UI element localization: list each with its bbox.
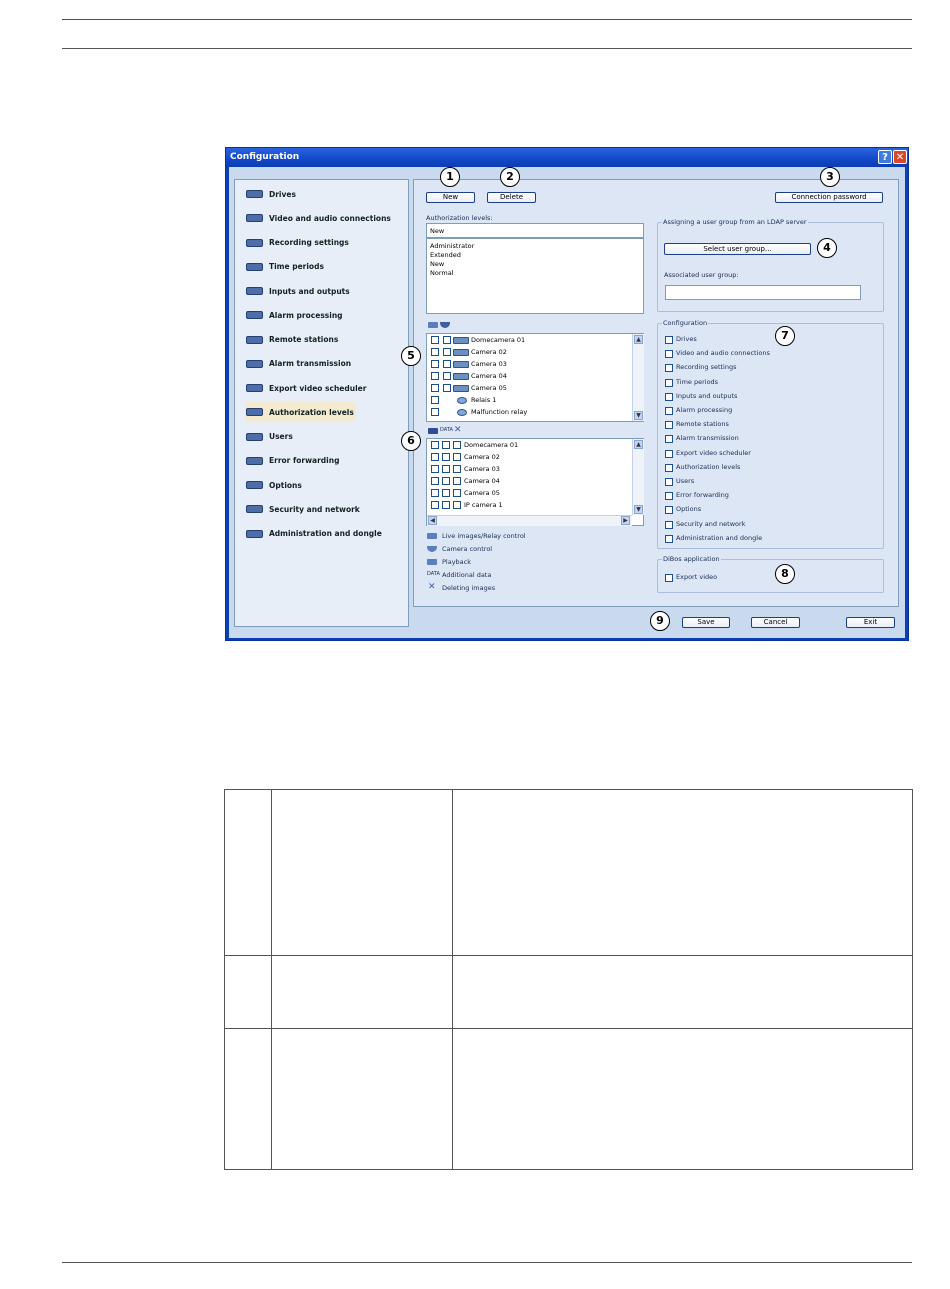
sidebar-item[interactable] — [245, 281, 350, 301]
camera-icon — [453, 349, 469, 356]
table-cell — [225, 956, 272, 1029]
playback-permission-checkbox[interactable] — [431, 441, 439, 449]
tools-icon — [245, 527, 265, 541]
configuration-item-label: Recording settings — [676, 363, 737, 372]
configuration-item-label: Options — [676, 505, 702, 514]
sidebar-item-label: Time periods — [269, 262, 324, 272]
live-permission-checkbox[interactable] — [431, 396, 439, 404]
sidebar-item[interactable] — [245, 330, 338, 350]
sidebar-item[interactable] — [245, 233, 349, 253]
scroll-left-icon[interactable]: ◀ — [428, 516, 437, 525]
description-table — [224, 789, 913, 1170]
users-lock-icon — [245, 405, 265, 419]
configuration-item-label: Alarm transmission — [676, 434, 739, 443]
live-permission-checkbox[interactable] — [431, 384, 439, 392]
scroll-right-icon[interactable]: ▶ — [621, 516, 630, 525]
data-permission-checkbox[interactable] — [442, 489, 450, 497]
speaker-icon — [245, 478, 265, 492]
sidebar-item[interactable] — [245, 402, 356, 422]
configuration-checkbox[interactable] — [665, 379, 673, 387]
device-label: Domecamera 01 — [471, 336, 526, 344]
export-icon — [245, 381, 265, 395]
table-cell — [225, 790, 272, 956]
users-icon — [245, 430, 265, 444]
configuration-item-label: Drives — [676, 335, 697, 343]
playback-permission-checkbox[interactable] — [431, 501, 439, 509]
live-permission-checkbox[interactable] — [431, 336, 439, 344]
legend-label: Additional data — [442, 571, 492, 579]
data-permission-checkbox[interactable] — [442, 453, 450, 461]
sidebar-item[interactable] — [245, 524, 382, 544]
live-relay-header-icon — [428, 322, 438, 328]
configuration-checkbox[interactable] — [665, 393, 673, 401]
camera-icon — [453, 361, 469, 368]
sidebar-item-label: Security and network — [269, 504, 360, 514]
camera-label: Camera 02 — [464, 453, 500, 461]
scroll-down-icon[interactable]: ▼ — [634, 411, 643, 420]
data-permission-checkbox[interactable] — [442, 501, 450, 509]
sidebar-item-label: Video and audio connections — [269, 213, 391, 223]
table-cell — [272, 790, 453, 956]
configuration-item-label: Error forwarding — [676, 491, 729, 500]
callout-9: 9 — [650, 611, 670, 631]
dibos-group — [657, 555, 884, 593]
sidebar-item[interactable] — [245, 451, 339, 471]
cameras-scrollbar[interactable] — [632, 439, 644, 515]
export-video-checkbox[interactable] — [665, 574, 673, 582]
ldap-group — [657, 218, 884, 312]
camera-control-icon — [427, 546, 437, 552]
authorization-level-item[interactable]: New — [430, 260, 445, 268]
legend-label: Playback — [442, 558, 472, 566]
window-client — [229, 167, 905, 638]
table-row — [225, 1029, 913, 1170]
associated-user-group-label: Associated user group: — [664, 271, 739, 279]
authorization-level-item[interactable]: Normal — [430, 269, 454, 277]
configuration-item-label: Video and audio connections — [676, 349, 770, 358]
calendar-icon — [245, 260, 265, 274]
device-label: Relais 1 — [471, 396, 497, 404]
callout-5: 5 — [401, 346, 421, 366]
connection-password-button[interactable]: Connection password — [775, 192, 883, 203]
control-permission-checkbox[interactable] — [443, 348, 451, 356]
authorization-level-input[interactable] — [426, 223, 644, 238]
configuration-item-label: Time periods — [676, 377, 719, 386]
configuration-item-label: Remote stations — [676, 420, 729, 429]
camera-icon — [453, 373, 469, 380]
camera-control-header-icon — [440, 322, 450, 328]
configuration-group — [657, 319, 884, 549]
table-cell — [225, 1029, 272, 1170]
sidebar-item-label: Drives — [269, 189, 296, 199]
configuration-checkbox[interactable] — [665, 535, 673, 543]
configuration-item-label: Administration and dongle — [676, 533, 763, 542]
camera-label: Camera 03 — [464, 465, 500, 473]
sidebar-item[interactable] — [245, 354, 351, 374]
exit-button[interactable]: Exit — [846, 617, 895, 628]
sidebar-item-label: Recording settings — [269, 238, 349, 247]
delete-permission-checkbox[interactable] — [453, 477, 461, 485]
new-button[interactable]: New — [426, 192, 475, 203]
camera-label: Camera 05 — [464, 489, 500, 497]
recording-icon — [245, 236, 265, 250]
control-permission-checkbox[interactable] — [443, 336, 451, 344]
authorization-levels-label: Authorization levels: — [426, 214, 493, 222]
delete-header-icon: ✕ — [454, 425, 462, 435]
drives-icon — [245, 187, 265, 201]
playback-permission-checkbox[interactable] — [431, 477, 439, 485]
configuration-checkbox[interactable] — [665, 364, 673, 372]
data-permission-checkbox[interactable] — [442, 477, 450, 485]
playback-permission-checkbox[interactable] — [431, 489, 439, 497]
table-cell — [272, 956, 453, 1029]
legend-label: Deleting images — [442, 584, 496, 592]
configuration-checkbox[interactable] — [665, 506, 673, 514]
control-permission-checkbox[interactable] — [443, 372, 451, 380]
table-cell — [453, 1029, 913, 1170]
save-button[interactable]: Save — [682, 617, 730, 628]
table-cell — [453, 956, 913, 1029]
control-permission-checkbox[interactable] — [443, 384, 451, 392]
sidebar-item[interactable] — [245, 427, 293, 447]
camera-label: Camera 04 — [464, 477, 500, 485]
playback-permission-checkbox[interactable] — [431, 453, 439, 461]
legend-label: Camera control — [442, 545, 493, 553]
header-rule-top — [62, 19, 912, 20]
cameras-hscrollbar[interactable] — [427, 515, 632, 526]
configuration-item-label: Alarm processing — [676, 406, 733, 414]
delete-permission-checkbox[interactable] — [453, 489, 461, 497]
configuration-checkbox[interactable] — [665, 336, 673, 344]
gears-icon — [245, 308, 265, 322]
camera-label: IP camera 1 — [464, 501, 503, 509]
delete-permission-checkbox[interactable] — [453, 465, 461, 473]
authorization-level-input-value: New — [430, 227, 445, 235]
configuration-checkbox[interactable] — [665, 350, 673, 358]
callout-8: 8 — [775, 564, 795, 584]
delete-button[interactable]: Delete — [487, 192, 536, 203]
configuration-checkbox[interactable] — [665, 450, 673, 458]
live-images-icon — [427, 533, 437, 539]
export-video-label: Export video — [676, 573, 718, 581]
callout-1: 1 — [440, 167, 460, 187]
sidebar-item-label: Alarm processing — [269, 310, 343, 320]
devices-scrollbar[interactable] — [632, 334, 644, 421]
security-icon — [245, 502, 265, 516]
table-row — [225, 790, 913, 956]
malfunction-relay-icon — [457, 409, 467, 416]
warning-icon — [245, 454, 265, 468]
video-audio-icon — [245, 211, 265, 225]
callout-4: 4 — [817, 238, 837, 258]
configuration-checkbox[interactable] — [665, 464, 673, 472]
callout-6: 6 — [401, 431, 421, 451]
playback-header-icon — [428, 428, 438, 434]
live-permission-checkbox[interactable] — [431, 360, 439, 368]
sidebar-item-label: Alarm transmission — [269, 359, 352, 369]
additional-data-icon: DATA — [427, 571, 440, 577]
help-button[interactable]: ? — [878, 150, 892, 164]
sidebar-item[interactable] — [245, 184, 296, 204]
camera-label: Domecamera 01 — [464, 441, 519, 449]
configuration-checkbox[interactable] — [665, 435, 673, 443]
dibos-group-title: DiBos application — [663, 555, 720, 563]
select-user-group-button[interactable]: Select user group... — [664, 243, 811, 255]
cameras-list[interactable] — [426, 438, 644, 526]
configuration-item-label: Security and network — [676, 519, 746, 528]
ldap-group-title: Assigning a user group from an LDAP server — [663, 218, 807, 226]
camera-icon — [453, 385, 469, 392]
live-permission-checkbox[interactable] — [431, 372, 439, 380]
data-header-label: DATA — [440, 427, 453, 433]
title-bar[interactable] — [226, 148, 908, 167]
camera-icon — [453, 337, 469, 344]
computer-icon — [245, 333, 265, 347]
sidebar-item-label: Inputs and outputs — [269, 286, 350, 296]
delete-permission-checkbox[interactable] — [453, 501, 461, 509]
live-permission-checkbox[interactable] — [431, 348, 439, 356]
footer-rule — [62, 1262, 912, 1263]
authorization-levels-list[interactable] — [426, 238, 644, 314]
device-label: Camera 05 — [471, 384, 507, 392]
deleting-images-icon: ✕ — [428, 582, 436, 592]
device-label: Camera 04 — [471, 372, 507, 380]
header-rule-bottom — [62, 48, 912, 49]
sidebar-item[interactable] — [245, 475, 302, 495]
sidebar-item[interactable] — [245, 499, 360, 519]
scroll-down-icon[interactable]: ▼ — [634, 505, 643, 514]
sidebar-item-label: Remote stations — [269, 335, 339, 344]
playback-icon — [427, 559, 437, 565]
authorization-level-item[interactable]: Extended — [430, 251, 461, 259]
data-permission-checkbox[interactable] — [442, 441, 450, 449]
authorization-level-item[interactable]: Administrator — [430, 242, 475, 250]
table-cell — [453, 790, 913, 956]
configuration-item-label: Authorization levels — [676, 462, 741, 471]
configuration-window — [225, 147, 909, 641]
device-label: Camera 03 — [471, 360, 507, 368]
io-icon — [245, 284, 265, 298]
live-permission-checkbox[interactable] — [431, 408, 439, 416]
legend-label: Live images/Relay control — [442, 532, 526, 540]
delete-permission-checkbox[interactable] — [453, 453, 461, 461]
configuration-checkbox[interactable] — [665, 421, 673, 429]
callout-2: 2 — [500, 167, 520, 187]
scroll-up-icon[interactable]: ▲ — [634, 335, 643, 344]
sidebar-item-label: Error forwarding — [269, 456, 340, 466]
sidebar-item[interactable] — [245, 257, 324, 277]
table-cell — [272, 1029, 453, 1170]
devices-list[interactable] — [426, 333, 644, 422]
configuration-item-label: Users — [676, 477, 695, 485]
sidebar-item[interactable] — [245, 378, 366, 398]
configuration-checkbox[interactable] — [665, 492, 673, 500]
data-permission-checkbox[interactable] — [442, 465, 450, 473]
cancel-button[interactable]: Cancel — [751, 617, 800, 628]
device-label: Malfunction relay — [471, 408, 528, 416]
sidebar-item[interactable] — [245, 208, 391, 228]
sidebar-item-label: Authorization levels — [269, 407, 354, 417]
configuration-item-label: Inputs and outputs — [676, 391, 738, 400]
scroll-up-icon[interactable]: ▲ — [634, 440, 643, 449]
device-label: Camera 02 — [471, 348, 507, 356]
table-row — [225, 956, 913, 1029]
control-permission-checkbox[interactable] — [443, 360, 451, 368]
configuration-checkbox[interactable] — [665, 407, 673, 415]
sidebar-item-label: Users — [269, 432, 293, 441]
callout-7: 7 — [775, 326, 795, 346]
configuration-checkbox[interactable] — [665, 521, 673, 529]
sidebar-nav — [234, 179, 409, 627]
sidebar-item-label: Administration and dongle — [269, 529, 382, 538]
playback-permission-checkbox[interactable] — [431, 465, 439, 473]
relay-icon — [457, 397, 467, 404]
network-icon — [245, 357, 265, 371]
associated-user-group-field[interactable] — [665, 285, 861, 300]
configuration-checkbox[interactable] — [665, 478, 673, 486]
delete-permission-checkbox[interactable] — [453, 441, 461, 449]
sidebar-item-label: Options — [269, 480, 302, 490]
sidebar-item[interactable] — [245, 305, 343, 325]
configuration-group-title: Configuration — [663, 319, 708, 327]
sidebar-item-label: Export video scheduler — [269, 383, 367, 393]
window-title: Configuration — [230, 152, 300, 162]
configuration-item-label: Export video scheduler — [676, 448, 751, 457]
close-button[interactable]: ✕ — [893, 150, 907, 164]
callout-3: 3 — [820, 167, 840, 187]
